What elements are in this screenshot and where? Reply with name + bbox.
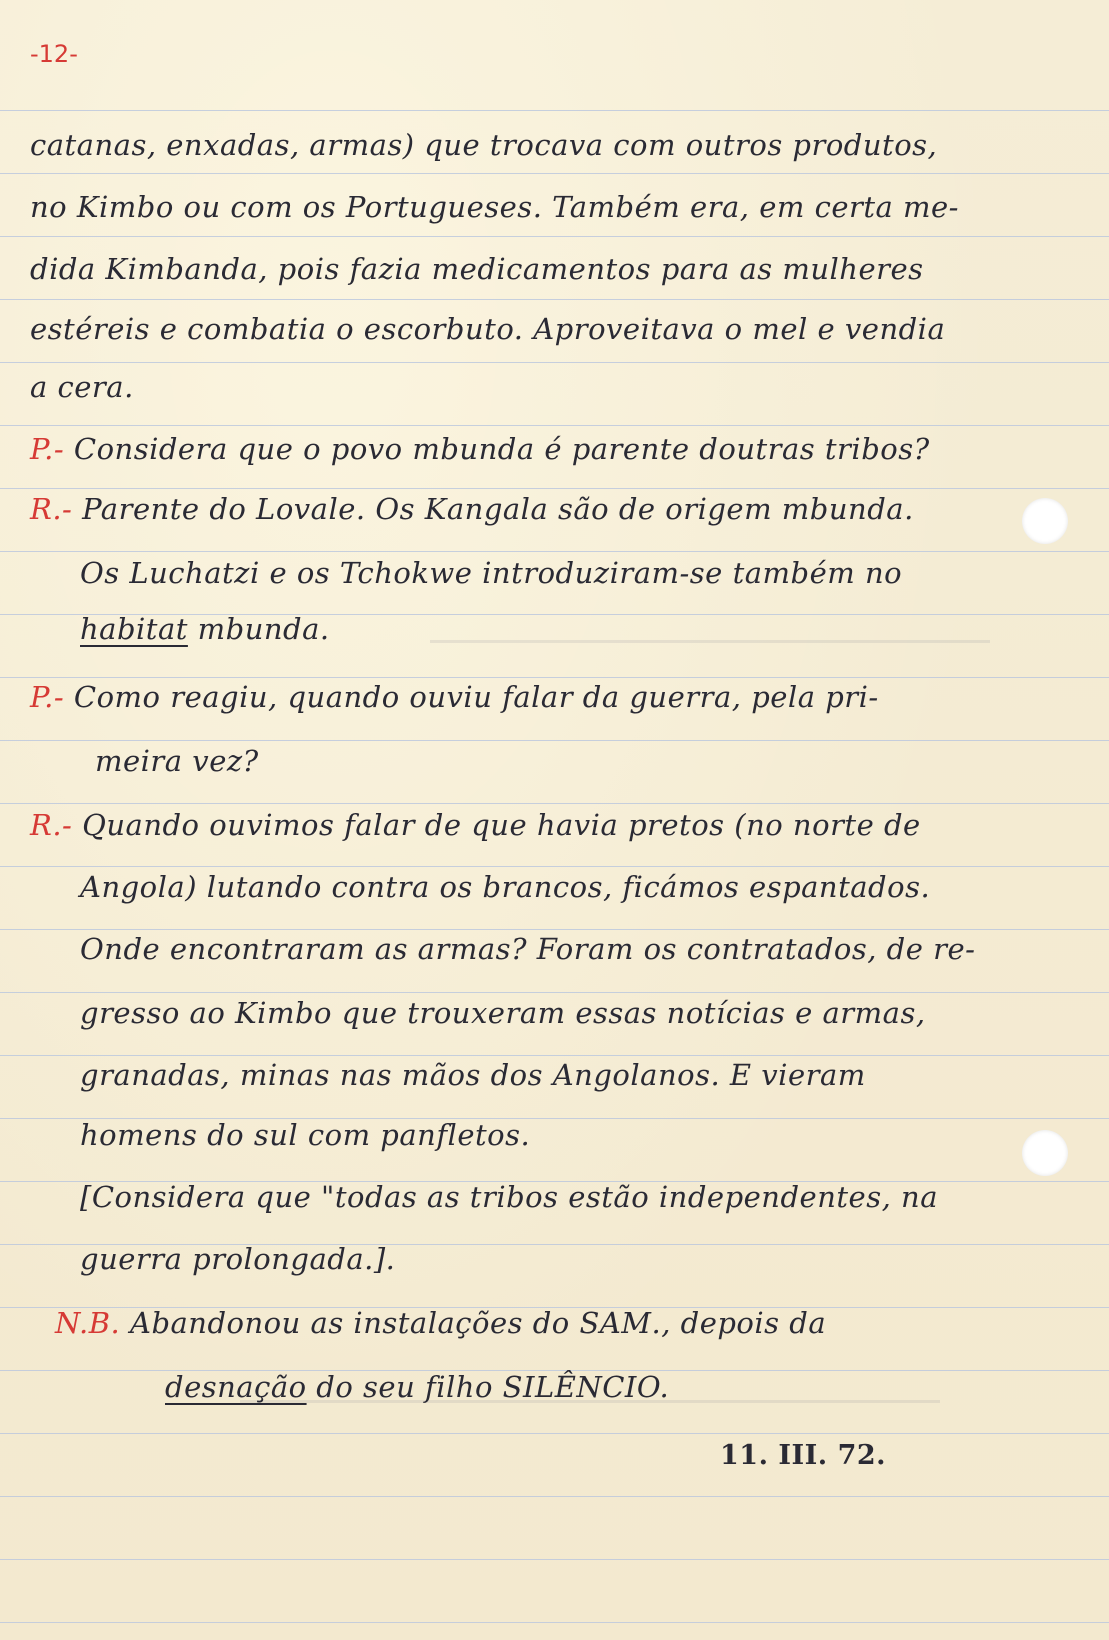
ruled-line (0, 992, 1109, 993)
ruled-line (0, 551, 1109, 552)
text-line: guerra prolongada.]. (80, 1242, 396, 1276)
show-through-mark (430, 640, 990, 643)
ruled-line (0, 110, 1109, 111)
text-line: dida Kimbanda, pois fazia medicamentos para as mulheres (30, 252, 924, 286)
ruled-line (0, 425, 1109, 426)
answer-marker: R.- (30, 808, 73, 842)
answer-marker: R.- (30, 492, 73, 526)
binder-hole (1022, 1130, 1068, 1176)
ruled-line (0, 740, 1109, 741)
text-line: a cera. (30, 370, 134, 404)
underlined-word: desnação (165, 1370, 307, 1404)
answer-line (30, 492, 914, 526)
page-number: -12- (30, 40, 78, 68)
text-line-rest: do seu filho SILÊNCIO. (316, 1370, 670, 1404)
ruled-line (0, 1622, 1109, 1623)
date-signature: 11. III. 72. (720, 1440, 887, 1471)
question-marker: P.- (30, 680, 65, 714)
question-text: Como reagiu, quando ouviu falar da guerra, pela pri- (73, 680, 879, 714)
question-line (30, 432, 930, 466)
answer-text: Quando ouvimos falar de que havia pretos (no norte de (82, 808, 921, 842)
text-line: homens do sul com panfletos. (80, 1118, 531, 1152)
text-line: Os Luchatzi e os Tchokwe introduziram-se também no (80, 556, 903, 590)
ruled-line (0, 677, 1109, 678)
ruled-line (0, 1496, 1109, 1497)
ruled-line (0, 299, 1109, 300)
text-line-rest: mbunda. (197, 612, 330, 646)
ruled-line (0, 1559, 1109, 1560)
ruled-line (0, 1055, 1109, 1056)
binder-hole (1022, 498, 1068, 544)
ruled-line (0, 236, 1109, 237)
ruled-line (0, 488, 1109, 489)
text-line: gresso ao Kimbo que trouxeram essas notícias e armas, (80, 996, 926, 1030)
text-line: meira vez? (95, 744, 259, 778)
ruled-line (0, 866, 1109, 867)
text-line: no Kimbo ou com os Portugueses. Também era, em certa me- (30, 190, 959, 224)
underlined-word: habitat (80, 612, 188, 646)
ruled-line (0, 362, 1109, 363)
text-line: catanas, enxadas, armas) que trocava com outros produtos, (30, 128, 938, 162)
text-line: [Considera que "todas as tribos estão independentes, na (80, 1180, 938, 1214)
text-line (165, 1370, 669, 1404)
text-line: estéreis e combatia o escorbuto. Aproveitava o mel e vendia (30, 312, 946, 346)
ruled-line (0, 1433, 1109, 1434)
text-line: Onde encontraram as armas? Foram os contratados, de re- (80, 932, 976, 966)
ruled-line (0, 803, 1109, 804)
question-line (30, 680, 879, 714)
text-line: granadas, minas nas mãos dos Angolanos. E vieram (80, 1058, 866, 1092)
ruled-line (0, 173, 1109, 174)
note-line (55, 1306, 826, 1340)
note-text: Abandonou as instalações do SAM., depois da (130, 1306, 827, 1340)
question-text: Considera que o povo mbunda é parente doutras tribos? (73, 432, 930, 466)
text-line: Angola) lutando contra os brancos, ficámos espantados. (80, 870, 931, 904)
note-marker: N.B. (55, 1306, 121, 1340)
question-marker: P.- (30, 432, 65, 466)
ruled-line (0, 929, 1109, 930)
text-line (80, 612, 330, 646)
answer-line (30, 808, 921, 842)
answer-text: Parente do Lovale. Os Kangala são de origem mbunda. (82, 492, 914, 526)
